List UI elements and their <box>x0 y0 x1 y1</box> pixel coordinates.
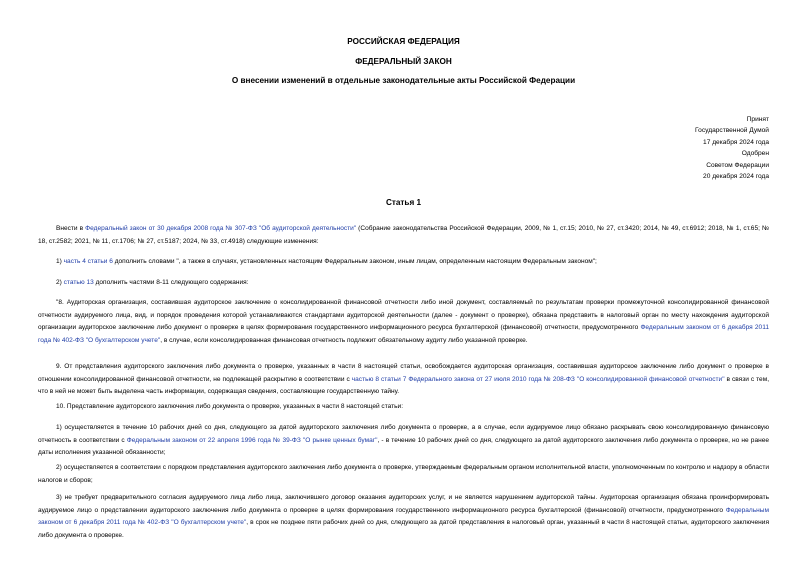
law-link[interactable]: частью 8 статьи 7 Федерального закона от 27 июля 2010 года № 208-ФЗ "О консолидированной финансовой отчетности" <box>351 375 725 383</box>
country-heading: РОССИЙСКАЯ ФЕДЕРАЦИЯ <box>347 37 460 46</box>
paragraph-part-10-1 <box>38 422 769 460</box>
law-link[interactable]: часть 4 статьи 6 <box>63 258 113 265</box>
paragraph-part-10-2: 2) осуществляется в соответствии с порядком представления аудиторского заключения либо документа о проверке, утверждаемым федеральным органом исполнительной власти, уполномоченным по контролю и надзору в области налогов и сборов; <box>38 464 769 484</box>
paragraph-part-10: 10. Представление аудиторского заключения либо документа о проверке, указанных в части 8 настоящей статьи: <box>56 403 404 410</box>
text: , в срок не позднее пяти рабочих дней со дня, следующего за датой представления в налоговый орган, указанный в части 8 настоящей статьи, аудиторского заключения либо документа о проверке. <box>38 519 770 539</box>
article-title: Статья 1 <box>385 198 422 207</box>
paragraph-item-2 <box>38 277 769 290</box>
law-type-heading: ФЕДЕРАЛЬНЫЙ ЗАКОН <box>355 57 452 66</box>
text: (Собрание законодательства Российской Федерации, 2009, № 1, ст.15; 2010, № 27, ст.3420; 2014, № 49, ст.6912; 2018, № 1, ст.65; № 18, ст.2582; 2021, № 11, ст.1706; № 27, ст.5187; 2024, № 33, ст.4918) следующие изменения: <box>38 225 769 245</box>
text: 1) <box>56 258 64 265</box>
adoption-block <box>695 114 769 182</box>
text: в связи с тем, что в ней не может быть выделена часть информации, содержащая сведения, составляющие государственную тайну. <box>38 375 770 395</box>
text: 1) осуществляется в течение 10 рабочих дней со дня, следующего за датой аудиторского заключения либо документа о проверке, а в случае, если аудируемое лицо обязано раскрывать свою консолидированную финансовую отчетность в соответствии с <box>38 424 769 444</box>
law-link[interactable]: Федеральный закон от 30 декабря 2008 года № 307-ФЗ "Об аудиторской деятельности" <box>85 225 357 232</box>
law-link[interactable]: Федеральным законом от 22 апреля 1996 года № 39-ФЗ "О рынке ценных бумаг" <box>126 436 378 444</box>
text: 2) <box>56 279 64 286</box>
text: "8. Аудиторская организация, составившая аудиторское заключение о консолидированной финансовой отчетности либо иной документ, составляемый по результатам проверки промежуточной консолидированной финансовой отчетности аудируемого лица, вид, и порядок проведения которой устанавливаются стандартами аудиторской деятельности (далее - документ о проверке), обязана представить в налоговый орган по месту нахождения аудиторской организации аудиторское заключение либо документ о проверке в целях формирования государственного информационного ресурса бухгалтерской (финансовой) отчетности, предусмотренного <box>38 299 769 331</box>
paragraph-intro <box>38 223 769 248</box>
adoption-line: Одобрен <box>741 150 769 158</box>
law-link[interactable]: Федеральным законом от 6 декабря 2011 года № 402-ФЗ "О бухгалтерском учете" <box>38 506 769 526</box>
adoption-line: 17 декабря 2024 года <box>703 138 769 146</box>
law-title: О внесении изменений в отдельные законодательные акты Российской Федерации <box>231 76 576 85</box>
paragraph-part-9 <box>38 361 769 399</box>
text: 3) не требует предварительного согласия аудируемого лица либо лица, заключившего договор оказания аудиторских услуг, и не является нарушением аудиторской тайны. Аудиторская организация обязана проинформировать аудируемое лицо о представлении аудиторского заключения либо документа о проверке в целях формирования государственного информационного ресурса бухгалтерской (финансовой) отчетности, предусмотренного <box>38 494 769 514</box>
adoption-line: 20 декабря 2024 года <box>703 173 769 181</box>
law-link[interactable]: Федеральным законом от 6 декабря 2011 года № 402-ФЗ "О бухгалтерском учете" <box>38 324 769 344</box>
text: дополнить словами ", а также в случаях, установленных настоящим Федеральным законом, иным лицам, определенным настоящим Федеральным законом"; <box>112 258 597 265</box>
paragraph-part-8 <box>38 297 769 347</box>
paragraph-part-10-3 <box>38 492 769 542</box>
adoption-line: Принят <box>746 116 769 123</box>
adoption-line: Советом Федерации <box>706 161 769 169</box>
text: 9. От представления аудиторского заключения либо документа о проверке, указанных в части 8 настоящей статьи, освобождается аудиторская организация, составившая аудиторское заключение либо документ о проверке в отношении консолидированной финансовой отчетности, не подлежащей раскрытию в соответствии с <box>38 363 769 383</box>
text: , - в течение 10 рабочих дней со дня, следующего за датой аудиторского заключения либо документа о проверке, но не ранее даты исполнения указанной обязанности; <box>38 436 769 456</box>
paragraph-item-1 <box>38 256 769 269</box>
text: , в случае, если консолидированная финансовая отчетность подлежит обязательному аудиту либо указанной проверке. <box>160 336 528 344</box>
adoption-line: Государственной Думой <box>695 127 769 135</box>
text: дополнить частями 8-11 следующего содержания: <box>93 279 249 286</box>
law-link[interactable]: статью 13 <box>63 279 94 286</box>
text: Внести в <box>56 225 86 232</box>
